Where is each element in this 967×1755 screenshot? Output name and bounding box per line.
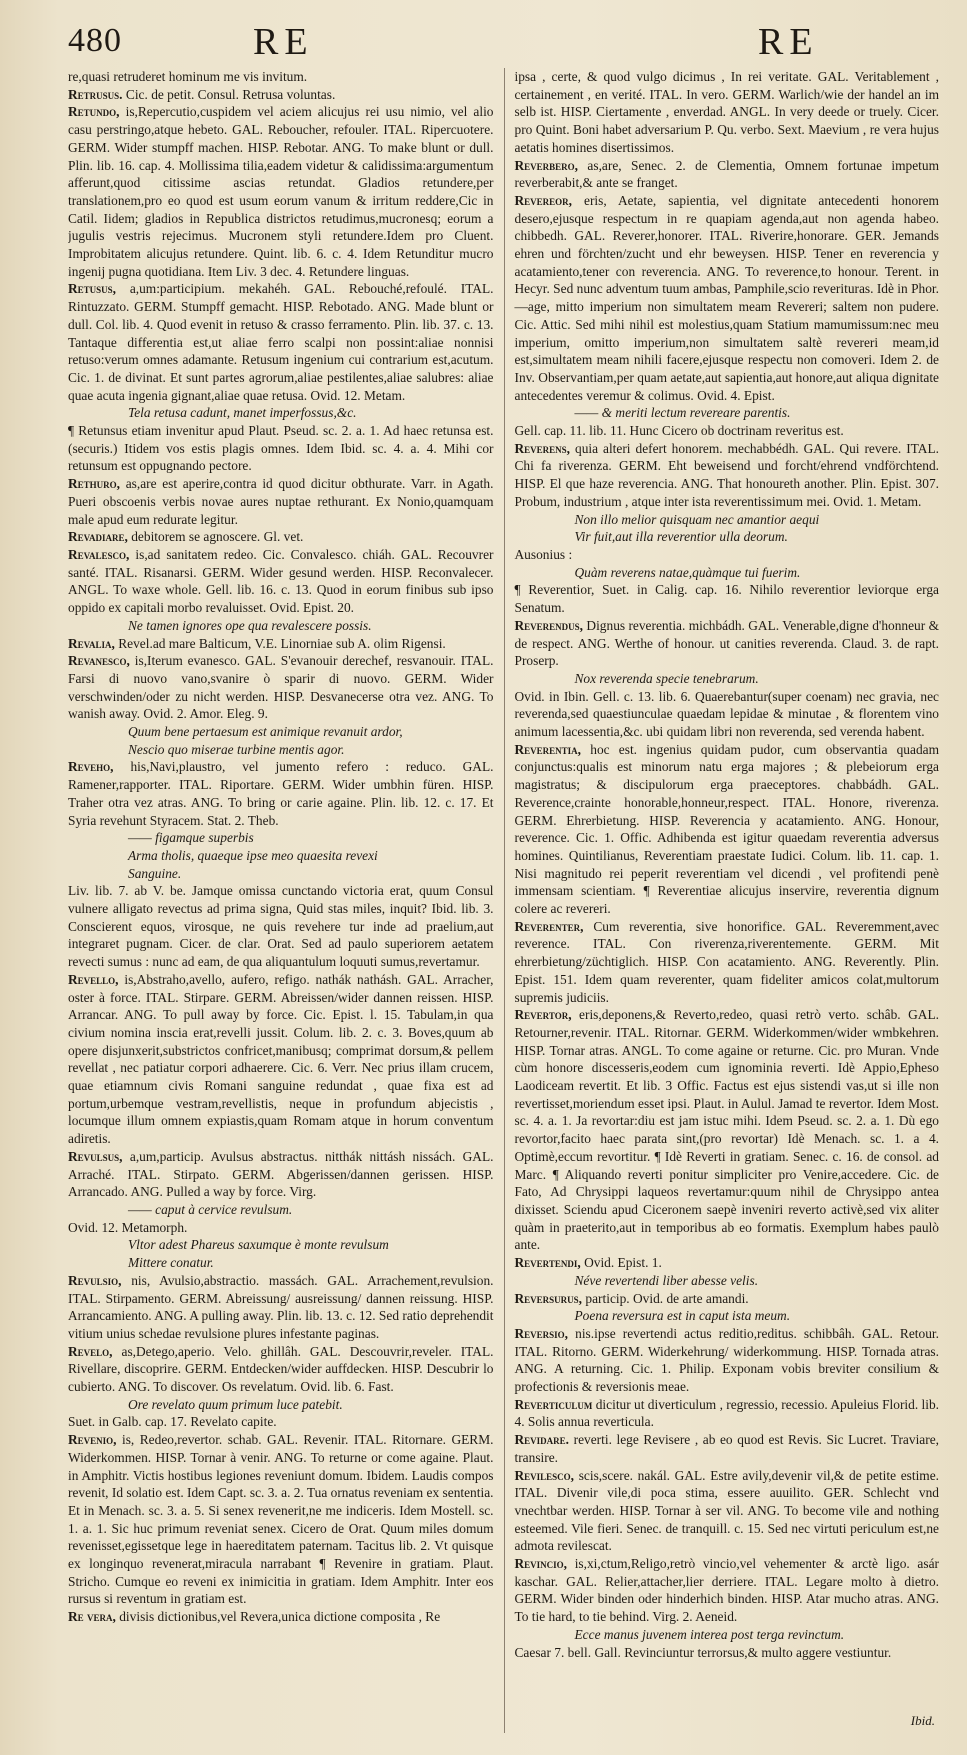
entry-text: Quum bene pertaesum est animique revanuit ardor,	[128, 724, 403, 740]
entry-text: Caesar 7. bell. Gall. Revinciuntur terrorsus,& multo aggere vestiuntur.	[514, 1644, 892, 1660]
entry-text: Ecce manus juvenem interea post terga revinctum.	[574, 1626, 845, 1642]
headword: Revenio,	[68, 1432, 117, 1448]
headword: Revanesco,	[68, 653, 130, 669]
entry-text: Vltor adest Phareus saxumque è monte revulsum	[128, 1237, 389, 1253]
entry-text: Liv. lib. 7. ab V. be. Jamque omissa cunctando victoria erat, quum Consul vulnere alligato revectus ad prima signa, Quid stas miles, inquit? Ibid. lib. 3. Conscierent equos, virosque, ne quis revehere tur inde ad praelium,aut integraret pugnam. Cicer. de clar. Orat. Sed ad paulo superiorem aetatem revecti sumus : nunc ad eam, de qua aliquantulum loquuti sumus,revertamur.	[68, 883, 494, 970]
entry-text: Cic. de petit. Consul. Retrusa voluntas.	[125, 86, 336, 102]
quotation-line	[515, 511, 940, 529]
dictionary-entry	[68, 1431, 494, 1608]
entry-text: as,Detego,aperio. Velo. ghillâh. GAL. Descouvrir,reveler. ITAL. Rivellare, discoprire. GERM. Entdecken/wider auffdecken. HISP. Descubrir lo cubierto. ANG. To discover. Os revelatum. Ovid. lib. 6. Fast.	[68, 1343, 494, 1395]
dictionary-entry	[68, 422, 494, 475]
quotation-line	[515, 1272, 940, 1290]
entry-text: nis, Avulsio,abstractio. massách. GAL. Arrachement,revulsion. ITAL. Stirpamento. GERM. Abreissung/ ausreissung/ dannen reissung. HISP. Arrancamiento. ANG. A pulling away. Plin. lib. 13. c. 12. Sed ratio deprehendit vitium unius schedae revulsione plures infestante paginas.	[68, 1272, 494, 1341]
headword: Reverendus,	[514, 617, 584, 633]
dictionary-entry	[515, 1396, 940, 1431]
headword: Retrusus.	[68, 86, 123, 102]
dictionary-entry	[68, 758, 494, 829]
quotation-line	[515, 404, 940, 422]
dictionary-entry	[68, 652, 494, 723]
entry-text: scis,scere. nakál. GAL. Estre avily,devenir vil,& de petite estime. ITAL. Divenir vile,di poca stima, essere auuilito. GER. Schlecht vnd vnechtbar werden. HISP. Tornar à ser vil. ANG. To become vile and nothing esteemed. Vile fieri. Senec. de tranquill. c. 15. Sed nec virtuti periculum est,ne admota revilescat.	[514, 1467, 939, 1554]
dictionary-entry	[68, 1608, 494, 1626]
entry-text: is,Repercutio,cuspidem vel aciem alicujus rei usu nimio, vel alio casu perstringo,atque hebeto. GAL. Reboucher, refouler. ITAL. Ripercuotere. GERM. Wider stumpff machen. HISP. Rebotar. ANG. To make blunt or dull. Plin. lib. 16. cap. 4. Mollissima tilia,eadem videtur & calidissima:argumentum afferunt,quod citissime ascias retundat. Gladios retundere,per translationem,pro eo quod est usum eorum vanum & irritum reddere,Cic in Catil. Iidem; gladios in Republica districtos retudimus,mucronesq; eorum a jugulis vestris rejecimus. Mucronem styli retundere.Idem pro Cluent. Improbitatem alicujus retundere. Quint. lib. 6. c. 4. Idem Retunditur mucro ingenij pugna quotidiana. Item Liv. 3 dec. 4. Retundere linguas.	[68, 104, 494, 279]
entry-text: reverti. lege Revisere , ab eo quod est Revis. Sic Lucret. Traviare, transire.	[514, 1432, 939, 1465]
entry-text: particip. Ovid. de arte amandi.	[585, 1290, 749, 1306]
dictionary-entry	[515, 422, 940, 440]
dictionary-entry	[68, 280, 494, 404]
entry-text: a,um,particip. Avulsus abstractus. nitthák nittásh nissách. GAL. Arraché. ITAL. Stirpato. GERM. Abgerissen/dannen gerissen. HISP. Arrancado. ANG. Pulled a way by force. Virg.	[68, 1148, 494, 1200]
quotation-line	[68, 1396, 494, 1414]
left-column	[68, 68, 504, 1733]
quotation-line	[68, 1254, 494, 1272]
headword: Revello,	[68, 971, 119, 987]
entry-text: Suet. in Galb. cap. 17. Revelato capite.	[68, 1414, 277, 1430]
entry-text: Vir fuit,aut illa reverentior ulla deorum.	[574, 529, 788, 545]
entry-text: ipsa , certe, & quod vulgo dicimus , In rei veritate. GAL. Veritablement , certainement , en verité. ITAL. In vero. GERM. Warlich/wie der handel an im selb ist. HISP. Ciertamente , enverdad. ANGL. In very deede or truely. Cicer. pro Quint. Boni habet adversarium P. Qu. verbo. Sext. Maevium , re vera hujus aetatis homines disertissimos.	[514, 69, 939, 155]
headword: Rethuro,	[68, 476, 121, 492]
quotation-line	[68, 1236, 494, 1254]
quotation-line	[515, 670, 940, 688]
headword: Revereor,	[514, 192, 573, 208]
dictionary-entry	[68, 1148, 494, 1201]
quotation-line	[68, 847, 494, 865]
entry-text: Arma tholis, quaeque ipse meo quaesita revexi	[128, 847, 378, 863]
headword: Revilesco,	[514, 1467, 575, 1483]
entry-text: —— figamque superbis	[128, 830, 254, 846]
headword: Reversurus,	[514, 1290, 583, 1306]
running-head-left: RE	[253, 21, 314, 63]
dictionary-entry	[68, 1219, 494, 1237]
quotation-line	[515, 1626, 940, 1644]
dictionary-entry	[515, 581, 940, 616]
dictionary-entry	[515, 546, 940, 564]
entry-text: Mittere conatur.	[128, 1255, 214, 1271]
dictionary-entry	[515, 157, 940, 192]
dictionary-entry	[515, 1467, 940, 1556]
entry-text: is,xi,ctum,Religo,retrò vincio,vel vehementer & arctè ligo. asár kaschar. GAL. Relier,attacher,lier derriere. ITAL. Legare molto à dietro. GERM. Wider binden oder hinderhich binden. HISP. Atar mucho atras. ANG. To tie hard, to tie behind. Virg. 2. Aeneid.	[514, 1556, 939, 1625]
entry-text: nis.ipse revertendi actus reditio,reditus. schibbâh. GAL. Retour. ITAL. Ritorno. GERM. Widerkehrung/ widerkommung. HISP. Tornada atras. ANG. A returning. Cic. 1. Philip. Exponam vobis breviter consilium & profectionis & reversionis meae.	[514, 1325, 939, 1395]
headword: Revertendi,	[514, 1255, 581, 1271]
entry-text: is, Redeo,revertor. schab. GAL. Revenir. ITAL. Ritornare. GERM. Widerkommen. HISP. Tornar à venir. ANG. To returne or come againe. Plaut. in Amphitr. Victis hostibus legiones reveniunt domum. Ibidem. Laudis compos revenit, Id solatio est. Idem Capt. sc. 3. a. 2. Tua ornatus reveniam ex sententia. Et in Menach. sc. 3. a. 5. Si senex revenerit,ne me indiceris. Idem Mostell. sc. 1. a. 1. Sic huc primum reveniat senex. Cicero de Orat. Quum miles domum revenisset,egissetque lege in haereditatem paternam. Tacitus lib. 2. Vt quisque ex longinquo revenerat,miracula narrabant ¶ Revenire in gratiam. Plaut. Stricho. Cumque eo reveni ex inimicitia in gratiam. Idem Amphitr. Inter eos rursus si reventum in gratiam est.	[68, 1432, 494, 1607]
entry-text: re,quasi retruderet hominum me vis invitum.	[68, 69, 308, 84]
right-column	[504, 68, 940, 1733]
headword: Reverentia,	[514, 741, 582, 757]
dictionary-entry	[515, 1555, 940, 1626]
dictionary-entry	[68, 546, 494, 617]
headword: Revidare.	[514, 1432, 570, 1448]
entry-text: Ovid. in Ibin. Gell. c. 13. lib. 6. Quaerebantur(super coenam) nec gravia, nec reverenda,sed quaestiunculae quaedam lepidae & minutae , & florentem vino animum lacessentia,&c. ubi quidam libri non reverenda, sed verenda habent.	[514, 688, 939, 740]
headword: Revelo,	[68, 1343, 113, 1359]
entry-text: Non illo melior quisquam nec amantior aequi	[574, 511, 820, 527]
catchword: Ibid.	[910, 1713, 935, 1728]
dictionary-entry	[515, 68, 940, 157]
headword: Revadiare,	[68, 529, 128, 545]
headword: Reveho,	[68, 759, 114, 775]
headword: Reverbero,	[514, 157, 579, 173]
quotation-line	[515, 1307, 940, 1325]
dictionary-entry	[68, 475, 494, 528]
quotation-line	[68, 829, 494, 847]
entry-text: Dignus reverentia. michbádh. GAL. Venerable,digne d'honneur & de respect. ANG. Werthe of honour. ut canities reverenda. Claud. 3. de rapt. Proserp.	[514, 617, 939, 669]
entry-text: eris,deponens,& Reverto,redeo, quasi retrò verto. schâb. GAL. Retourner,revenir. ITAL. Ritornar. GERM. Widerkommen/wider wmbkehren. HISP. Tornar atras. ANGL. To come againe or returne. Cic. pro Muran. Vnde cùm honore discesseris,eodem cum ignominia reverti. Idè Appio,Epheso Laodiceam revertit. Et lib. 3 Offic. Factus est ejus sistendi vas,ut si ille non revertisset,moriendum esset ipsi. Plaut. in Aulul. Jamad te revertor. Idem Most. sc. 4. a. 1. Ja revortar:diu est jam istuc mihi. Idem Pseud. sc. 2. a. 1. Dù ego revortor,facito haec parata sint,(pro revortar) Idè Menach. sc. 1. a 4. Optimè,eccum revortitur. ¶ Idè Reverti in gratiam. Senec. c. 16. de consol. ad Marc. ¶ Aliquando reverti ponitur simpliciter pro Venire,accedere. Cic. de Fato, Ad Chrysippi laqueos revertamur:quum nihil de Chrysippo antea dixisset. Sciendu apud Ciceronem saepè inveniri reverto activè,sed vix aliter quàm in praeterito,aut in temporibus ab eo formatis. Exemplum habes paulò ante.	[514, 1007, 939, 1253]
dictionary-entry	[515, 918, 940, 1007]
headword: Revincio,	[514, 1556, 568, 1572]
entry-text: Poena reversura est in caput ista meum.	[574, 1308, 791, 1324]
dictionary-entry	[515, 1254, 940, 1272]
entry-text: is,ad sanitatem redeo. Cic. Convalesco. chiáh. GAL. Recouvrer santé. ITAL. Risanarsi. GERM. Wider gesund werden. HISP. Reconvalecer. ANGL. To waxe whole. Gell. lib. 16. c. 13. Quod in eorum finibus sub ipso oppido ex capitali morbo revaluisset. Ovid. Epist. 20.	[68, 546, 494, 616]
entry-text: is,Abstraho,avello, aufero, refigo. nathák nathásh. GAL. Arracher, oster à force. ITAL. Stirpare. GERM. Abreissen/wider dannen reissen. HISP. Arrancar. ANG. To pull away by force. Cic. Epist. l. 15. Tabulam,in qua civium nomina inscia erat,revelli jussit. Colum. lib. 2. c. 3. Boves,quum ab opere disjunxerit,substrictos confricet,manibusq; comprimat dorsum,& pellem revellat , nec patiatur corpori adhaerere. Cic. 6. Verr. Nec prius illam crucem, quae etiamnum civis Romani sanguine redundat , quae fixa est ad portum,urbemque vestram,revellistis, neque in profundum abjecistis , locumque illum omnem expiastis,quam Romam atque in horum conventum adiretis.	[68, 971, 494, 1147]
headword: Revulsio,	[68, 1272, 122, 1288]
dictionary-entry	[68, 86, 494, 104]
headword: Retusus,	[68, 281, 117, 297]
dictionary-entry	[515, 1325, 940, 1396]
dictionary-entry	[515, 617, 940, 670]
headword: Revulsus,	[68, 1148, 123, 1164]
dictionary-entry	[68, 635, 494, 653]
entry-text: Nox reverenda specie tenebrarum.	[574, 670, 759, 686]
entry-text: Sanguine.	[128, 865, 182, 881]
headword: Retundo,	[68, 104, 120, 120]
dictionary-entry	[515, 440, 940, 511]
quotation-line	[68, 865, 494, 883]
entry-text: dicitur ut diverticulum , regressio, recessio. Apuleius Florid. lib. 4. Solis annua reverticula.	[514, 1396, 939, 1430]
entry-text: Ore revelato quum primum luce patebit.	[128, 1396, 343, 1412]
headword: Reverenter,	[514, 918, 584, 934]
entry-text: his,Navi,plaustro, vel jumento refero : reduco. GAL. Ramener,rapporter. ITAL. Riportare. GERM. Wider umbhin füren. HISP. Traher otra vez atras. ANG. To bring or carie againe. Plin. lib. 12. c. 17. Et Syria revehunt Styracem. Stat. 2. Theb.	[68, 759, 494, 828]
entry-text: ¶ Reverentior, Suet. in Calig. cap. 16. Nihilo reverentior leviorque erga Senatum.	[514, 582, 939, 616]
headword: Revalesco,	[68, 546, 130, 562]
entry-text: eris, Aetate, sapientia, vel dignitate antecedenti honorem desero,ejusque respectum in re quapiam agenda,aut non agenda habeo. chibbedh. GAL. Reverer,honorer. ITAL. Riverire,honorare. GER. Jemands ehren und förchten/zucht und ehr beweysen. HISP. Tener en reverencia y acatamiento,tener con reverencia. ANG. To reverence,to honour. Terent. in Hecyr. Sed nunc adventum tuum ambas, Pamphile,scio reverituras. Idè in Phor. —age, mitto imperium non simultatem meam Revereri; saltem non pudere. Cic. Attic. Sed mihi nihil est molestius,quam Statium mamumissum:nec meu imperium, omitto imperium,non simultatem saltè revereri meam,id est,simultatem meam nihili facere,ejusque respectu non comoveri. Idem 2. de Inv. Observantiam,per quam aetate,aut sapientia,aut honore,aut aliqua dignitate antecedentes veremur & colimus. Ovid. 4. Epist.	[514, 192, 939, 403]
running-head-right: RE	[758, 21, 819, 63]
entry-text: quia alteri defert honorem. mechabbédh. GAL. Qui revere. ITAL. Chi fa riverenza. GERM. Eht beweisend und forcht/ehrend vndförchtend. HISP. El que haze reverencia. ANG. That honoureth another. Plin. Epist. 307. Probum, industrium , atque inter ista reverentissimum mei. Ovid. 1. Metam.	[514, 440, 939, 509]
dictionary-entry	[68, 103, 494, 280]
entry-text: a,um:participium. mekahéh. GAL. Rebouché,refoulé. ITAL. Rintuzzato. GERM. Stumpff gemacht. HISP. Rebotado. ANG. Made blunt or dull. Col. lib. 4. Quod evenit in retuso & crasso ferramento. Plin. lib. 37. c. 13. Tantaque differentia est,ut aliae ferro scalpi non possint:aliae nonnisi retuso:verum omnes adamante. Retusum ingenium cui contrarium est,acutum. Cic. 1. de divinat. Et sunt partes agrorum,aliae pestilentes,aliae salubres: aliae quae acuta ingenia gignant,aliae quae retusa. Ovid. 12. Metam.	[68, 281, 494, 403]
dictionary-entry	[515, 1431, 940, 1466]
headword: Revertor,	[514, 1007, 572, 1023]
quotation-line	[68, 617, 494, 635]
dictionary-entry	[68, 971, 494, 1148]
entry-text: as,are est aperire,contra id quod dicitur obthurate. Varr. in Agath. Pueri obscoenis verbis novae aures nuptae rethurant. Ex Nonio,quamquam male apud eum redurate legitur.	[68, 476, 494, 527]
dictionary-entry	[68, 1272, 494, 1343]
dictionary-entry	[515, 1644, 940, 1662]
entry-text: Ovid. Epist. 1.	[584, 1255, 662, 1271]
page-number: 480	[68, 22, 122, 59]
headword: Re vera,	[68, 1609, 116, 1625]
dictionary-entry	[68, 882, 494, 971]
entry-text: is,Iterum evanesco. GAL. S'evanouir derechef, resvanouir. ITAL. Farsi di nuovo vano,svanire ò sparir di nuovo. GERM. Wider verschwinden/oder zu nicht werden. HISP. Desvanecerse otra vez. ANG. To wanish away. Ovid. 2. Amor. Eleg. 9.	[68, 653, 494, 722]
entry-text: Quàm reverens natae,quàmque tui fuerim.	[574, 564, 801, 580]
quotation-line	[515, 528, 940, 546]
entry-text: ¶ Retunsus etiam invenitur apud Plaut. Pseud. sc. 2. a. 1. Ad haec retunsa est. (securis.) Itidem vos estis plagis omnes. Idem Ibid. sc. 4. a. 4. Mihi cor retunsum est oppugnando pectore.	[68, 423, 494, 474]
entry-text: Ne tamen ignores ope qua revalescere possis.	[128, 617, 372, 633]
quotation-line	[68, 1201, 494, 1219]
entry-text: —— & meriti lectum revereare parentis.	[574, 405, 791, 421]
entry-text: Néve revertendi liber abesse velis.	[574, 1272, 759, 1288]
headword: Reverticulum	[514, 1396, 593, 1412]
dictionary-entry	[68, 1413, 494, 1431]
entry-text: Revel.ad mare Balticum, V.E. Linorniae sub A. olim Rigensi.	[118, 635, 446, 651]
dictionary-entry	[515, 192, 940, 404]
headword: Reverens,	[514, 440, 571, 456]
entry-text: Ausonius :	[514, 546, 573, 562]
quotation-line	[68, 723, 494, 741]
dictionary-entry	[515, 1290, 940, 1308]
dictionary-entry	[68, 1343, 494, 1396]
entry-text: Nescio quo miserae turbine mentis agor.	[128, 741, 345, 757]
entry-text: as,are, Senec. 2. de Clementia, Omnem fortunae impetum reverberabit,& ante se franget.	[514, 157, 939, 191]
entry-text: hoc est. ingenius quidam pudor, cum observantia quadam conjunctus:qualis est minorum natu erga majores ; & plebeiorum erga magistratus; & discipulorum erga praeceptores. chabbádh. GAL. Reverence,crainte honorable,honneur,respect. ITAL. Honore, riverenza. GERM. Ehrerbietung. HISP. Reverencia y acatamiento. ANG. Honour, reverence. Cic. 1. Offic. Adhibenda est igitur quaedam reverentia adversus homines. Quintilianus, Reverentiam praestate Iudici. Colum. lib. 11. cap. 1. Nisi magnitudo rei peperit reverentiam vel dicendi , vel profitendi penè immensam scientiam. ¶ Reverentiae alicujus inservire, reverentia dignum colere ac revereri.	[514, 741, 939, 917]
quotation-line	[68, 404, 494, 422]
entry-text: Ovid. 12. Metamorph.	[68, 1219, 188, 1235]
entry-text: Gell. cap. 11. lib. 11. Hunc Cicero ob doctrinam reveritus est.	[514, 423, 844, 439]
entry-text: —— caput à cervice revulsum.	[128, 1202, 293, 1217]
dictionary-entry	[515, 1006, 940, 1254]
dictionary-entry	[68, 68, 494, 86]
entry-text: Tela retusa cadunt, manet imperfossus,&c.	[128, 405, 357, 421]
entry-text: divisis dictionibus,vel Revera,unica dictione composita , Re	[119, 1609, 441, 1625]
page-header	[68, 0, 939, 68]
dictionary-entry	[515, 741, 940, 918]
dictionary-entry	[68, 528, 494, 546]
headword: Reversio,	[514, 1325, 569, 1341]
entry-text: Cum reverentia, sive honorifice. GAL. Reveremment,avec reverence. ITAL. Con riverenza,riverentemente. GERM. Mit ehrerbietung/züchtiglich. HISP. Con acatamiento. ANG. Reverently. Plin. Epist. 151. Idem quam reverenter, quam fideliter amicos colat,multorum supremis judiciis.	[514, 918, 939, 1005]
headword: Revalia,	[68, 635, 115, 651]
quotation-line	[515, 564, 940, 582]
dictionary-entry	[515, 688, 940, 741]
entry-text: debitorem se agnoscere. Gl. vet.	[131, 529, 304, 545]
quotation-line	[68, 741, 494, 759]
text-columns	[68, 68, 939, 1733]
